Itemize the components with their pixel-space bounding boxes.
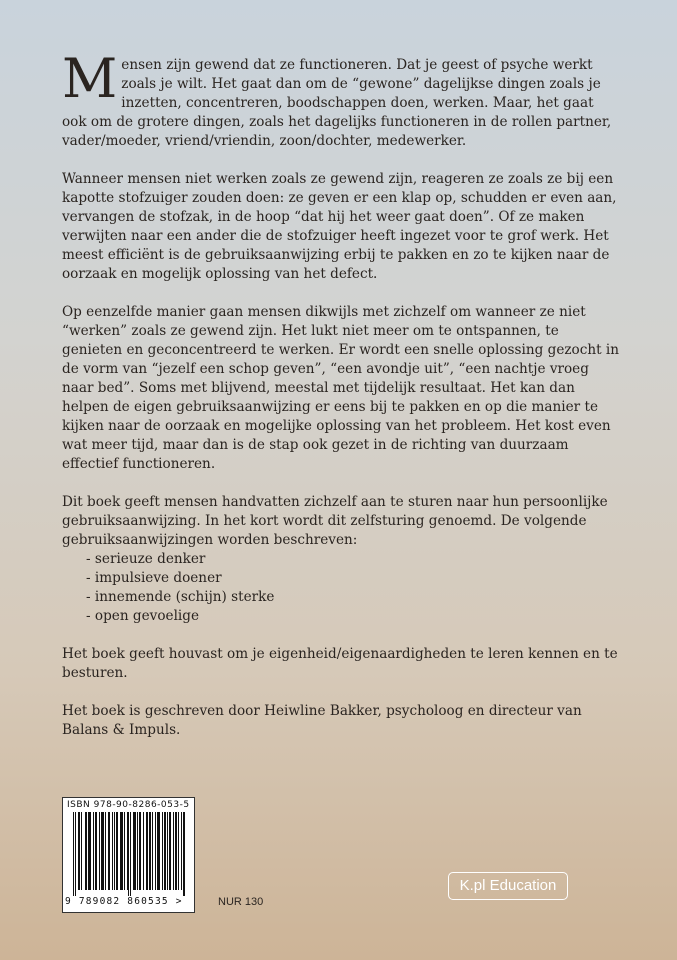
paragraph-vacuum: Wanneer mensen niet werken zoals ze gewend zijn, reageren ze zoals ze bij een kapotte stofzuiger zouden doen: ze geven er een klap op, schudden er even aan, vervangen de stofzak, in de hoop “dat hij het weer gaat doen”. Of ze maken verwijten naar een ander die de stofzuiger heeft ingezet voor te grof werk. Het meest efficiënt is de gebruiksaanwijzing erbij te pakken en zo te kijken naar de oorzaak en mogelijk oplossing van het defect. bbox=[62, 171, 617, 282]
list-item: - serieuze denker bbox=[86, 550, 622, 569]
paragraph-book: Dit boek geeft mensen handvatten zichzelf aan te sturen naar hun persoonlijke gebruiksaanwijzing. In het kort wordt dit zelfsturing genoemd. De volgende gebruiksaanwijzingen worden beschreven: bbox=[62, 494, 608, 548]
type-list bbox=[62, 550, 622, 626]
drop-cap: M bbox=[62, 47, 118, 110]
paragraph-people: Op eenzelfde manier gaan mensen dikwijls met zichzelf om wanneer ze niet “werken” zoals ze gewend zijn. Het lukt niet meer om te ontspannen, te genieten en geconcentreerd te werken. Er wordt een snelle oplossing gezocht in de vorm van “jezelf een schop geven”, “een avondje uit”, “een nachtje vroeg naar bed”. Soms met blijvend, meestal met tijdelijk resultaat. Het kan dan helpen de eigen gebruiksaanwijzing er eens bij te pakken en op die manier te kijken naar de oorzaak en mogelijke oplossing van het probleem. Het kost even wat meer tijd, maar dan is de stap ook gezet in de richting van duurzaam effectief functioneren. bbox=[62, 304, 619, 472]
paragraph-author: Het boek is geschreven door Heiwline Bakker, psycholoog en directeur van Balans & Impuls. bbox=[62, 703, 582, 738]
ean-digits: 9 789082 860535 > bbox=[65, 896, 183, 907]
nur-code: NUR 130 bbox=[218, 896, 264, 908]
list-item: - innemende (schijn) sterke bbox=[86, 588, 622, 607]
paragraph-intro bbox=[62, 47, 622, 151]
list-item: - open gevoelige bbox=[86, 607, 622, 626]
list-item: - impulsieve doener bbox=[86, 569, 622, 588]
barcode-icon bbox=[73, 812, 185, 896]
paragraph-intro-text: ensen zijn gewend dat ze functioneren. Dat je geest of psyche werkt zoals je wilt. Het gaat dan om de “gewone” dagelijkse dingen zoals je inzetten, concentreren, boodschappen doen, werken. Maar, het gaat ook om de grotere dingen, zoals het dagelijks functioneren in de rollen partner, vader/moeder, vriend/vriendin, zoon/dochter, medewerker. bbox=[62, 57, 612, 149]
publisher-logo: K.pl Education bbox=[448, 872, 568, 900]
isbn-label: ISBN 978-90-8286-053-5 bbox=[67, 800, 190, 810]
back-cover-text bbox=[62, 47, 622, 759]
paragraph-grip: Het boek geeft houvast om je eigenheid/eigenaardigheden te leren kennen en te besturen. bbox=[62, 646, 618, 681]
isbn-barcode bbox=[62, 797, 195, 913]
